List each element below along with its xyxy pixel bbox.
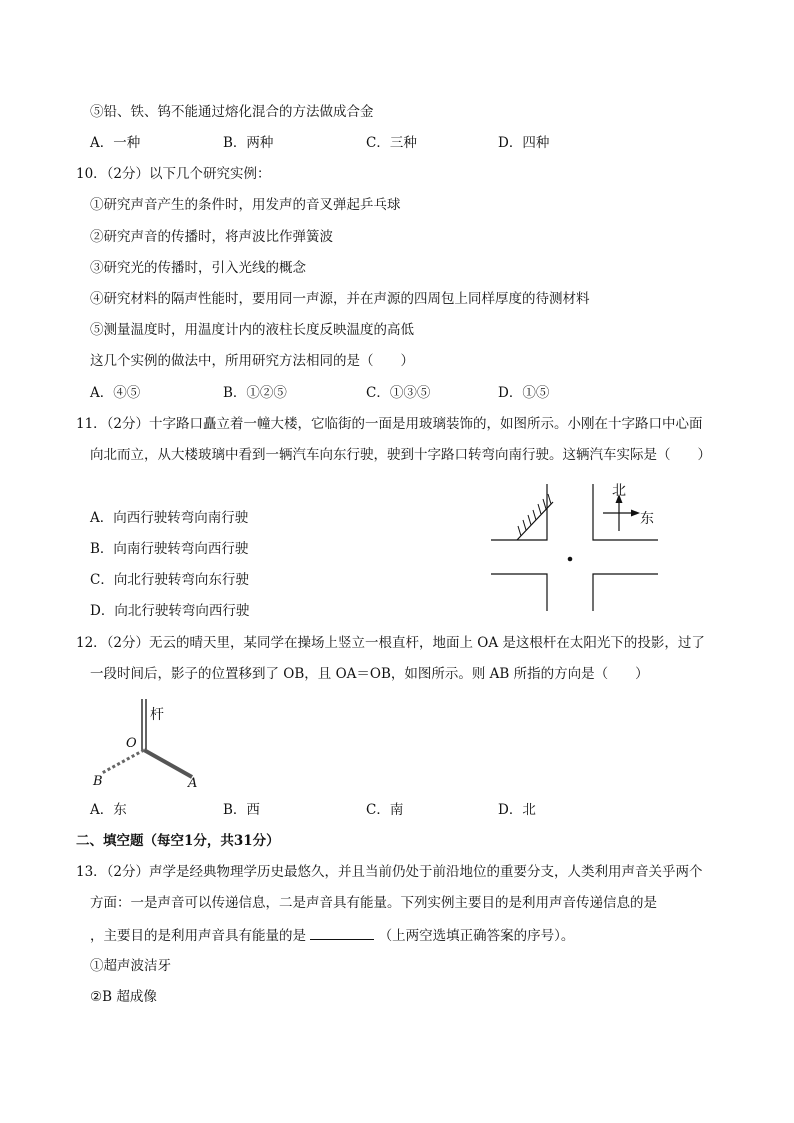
- q13-stem-line-1: 13．（2分）声学是经典物理学历史最悠久，并且当前仍处于前沿地位的重要分支，人类利用声音关乎两个: [76, 864, 703, 880]
- q13-line-3-prefix: ，主要目的是利用声音具有能量的是: [90, 928, 306, 944]
- q11-option-b[interactable]: B．向南行驶转弯向西行驶: [90, 541, 249, 557]
- shadow-ob: [102, 750, 144, 773]
- q9-option-a[interactable]: A．一种: [90, 135, 141, 151]
- q10-option-c[interactable]: C．①③⑤: [366, 385, 431, 401]
- q13-item-1: ①超声波洁牙: [90, 958, 171, 974]
- q10-option-a[interactable]: A．④⑤: [90, 385, 141, 401]
- point-a-label: A: [188, 776, 198, 791]
- intersection-center-dot: [568, 557, 573, 562]
- building-hatching: [518, 494, 551, 536]
- q11-option-c[interactable]: C．向北行驶转弯向东行驶: [90, 572, 249, 588]
- point-b-label: B: [93, 774, 103, 789]
- q9-option-c[interactable]: C．三种: [366, 135, 417, 151]
- q13-line-3-suffix: （上两空选填正确答案的序号）。: [378, 928, 575, 944]
- q11-stem-line-2: 向北而立，从大楼玻璃中看到一辆汽车向东行驶，驶到十字路口转弯向南行驶。这辆汽车实际是（ ）: [90, 447, 711, 463]
- q9-option-d[interactable]: D．四种: [498, 135, 550, 151]
- q12-stem-line-1: 12．（2分）无云的晴天里，某同学在操场上竖立一根直杆，地面上 OA 是这根杆在太阳光下的投影，过了: [76, 635, 705, 651]
- shadow-oa: [144, 750, 192, 777]
- q13-stem-line-3: [90, 925, 574, 946]
- pole-label: 杆: [150, 707, 164, 723]
- pole-shadow-figure: [88, 694, 208, 792]
- road-corner-se: [593, 574, 658, 611]
- q10-item-4: ④研究材料的隔声性能时，要用同一声源，并在声源的四周包上同样厚度的待测材料: [90, 291, 590, 307]
- q11-stem-line-1: 11．（2分）十字路口矗立着一幢大楼，它临街的一面是用玻璃装饰的，如图所示。小刚在十字路口中心面: [76, 416, 703, 432]
- crossroads-figure: [485, 478, 670, 616]
- q10-question: 这几个实例的做法中，所用研究方法相同的是（ ）: [90, 353, 414, 369]
- east-label: 东: [640, 511, 654, 527]
- q12-stem-line-2: 一段时间后，影子的位置移到了 OB，且 OA＝OB，如图所示。则 AB 所指的方向是（ ）: [90, 666, 649, 682]
- q10-item-3: ③研究光的传播时，引入光线的概念: [90, 260, 306, 276]
- q13-answer-blank[interactable]: [310, 925, 374, 940]
- road-corner-nw: [491, 484, 547, 540]
- q12-option-d[interactable]: D．北: [498, 802, 536, 818]
- q12-option-b[interactable]: B．西: [223, 802, 260, 818]
- point-o-label: O: [126, 736, 137, 751]
- q13-item-2: ②B 超成像: [90, 989, 157, 1005]
- q10-option-b[interactable]: B．①②⑤: [223, 385, 287, 401]
- q13-stem-line-2: 方面：一是声音可以传递信息，二是声音具有能量。下列实例主要目的是利用声音传递信息的是: [90, 895, 657, 911]
- q11-option-d[interactable]: D．向北行驶转弯向西行驶: [90, 603, 250, 619]
- road-corner-sw: [491, 574, 547, 611]
- section-heading-fill-in: 二、填空题（每空1分，共31分）: [76, 833, 280, 849]
- q11-option-a[interactable]: A．向西行驶转弯向南行驶: [90, 510, 249, 526]
- q9-option-b[interactable]: B．两种: [223, 135, 274, 151]
- q10-item-5: ⑤测量温度时，用温度计内的液柱长度反映温度的高低: [90, 322, 414, 338]
- east-arrow-head: [631, 510, 640, 517]
- q10-stem: 10．（2分）以下几个研究实例：: [76, 166, 271, 182]
- q9-item-5: ⑤铅、铁、钨不能通过熔化混合的方法做成合金: [90, 104, 374, 120]
- q12-option-c[interactable]: C．南: [366, 802, 404, 818]
- q10-item-1: ①研究声音产生的条件时，用发声的音叉弹起乒乓球: [90, 197, 401, 213]
- q10-option-d[interactable]: D．①⑤: [498, 385, 550, 401]
- north-label: 北: [612, 483, 626, 499]
- q10-item-2: ②研究声音的传播时，将声波比作弹簧波: [90, 229, 333, 245]
- q12-option-a[interactable]: A．东: [90, 802, 127, 818]
